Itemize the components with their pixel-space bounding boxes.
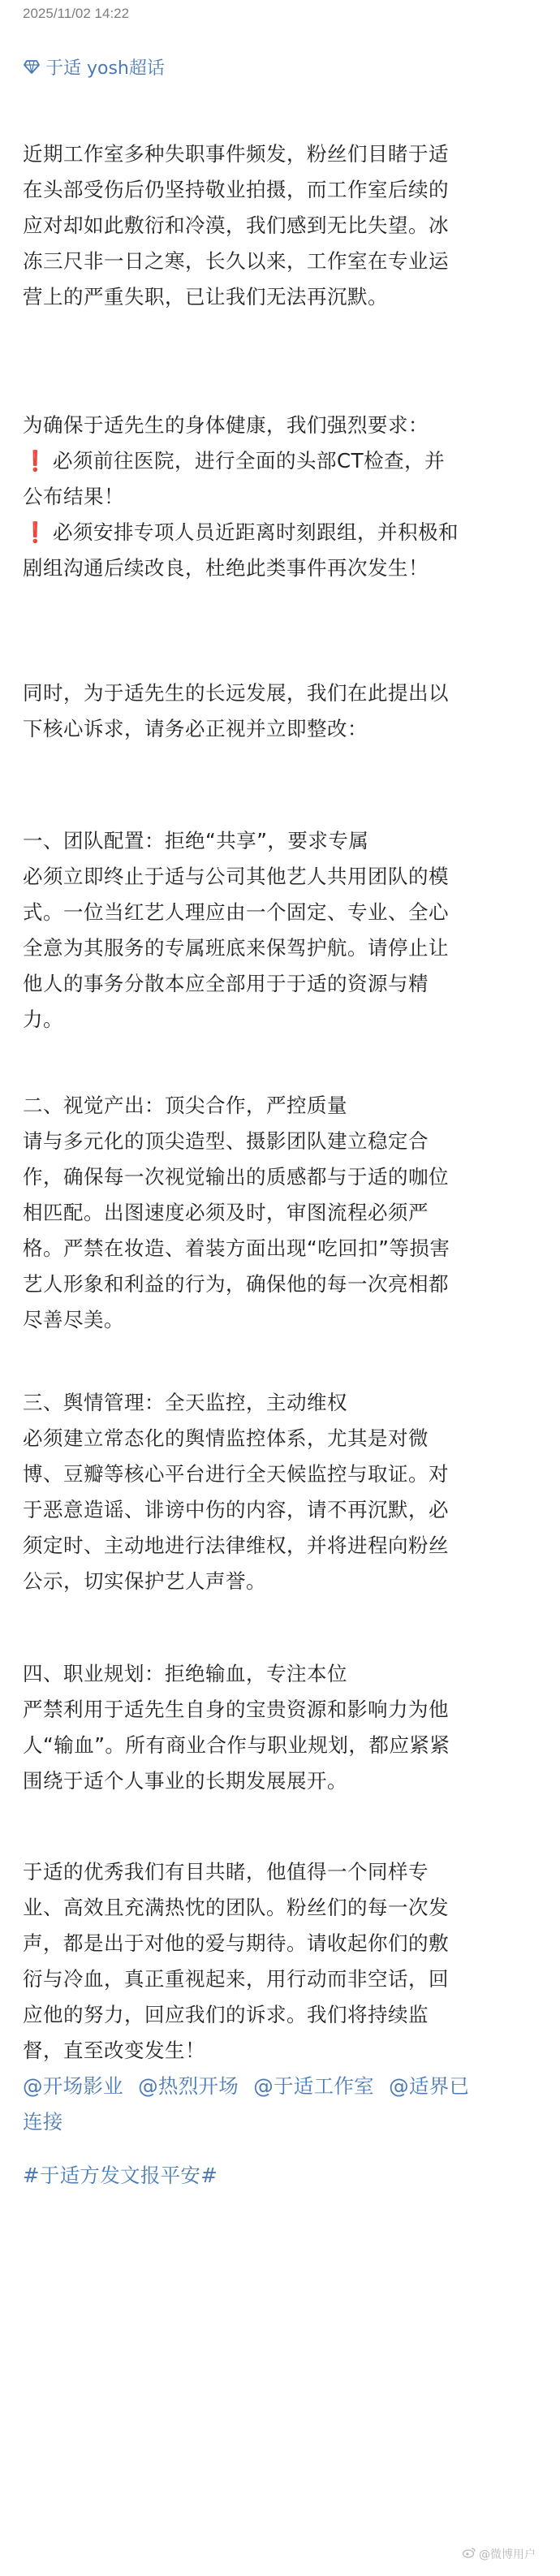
exclamation-icon: ❗ xyxy=(23,520,49,544)
section-title: 四、职业规划：拒绝输血，专注本位 xyxy=(23,1662,347,1685)
text-line: 下核心诉求，请务必正视并立即整改： xyxy=(23,717,368,740)
mention-link[interactable]: 连接 xyxy=(23,2110,63,2134)
text-line: 声，都是出于对他的爱与期待。请收起你们的敷 xyxy=(23,1931,449,1955)
text-line: 于适的优秀我们有目共睹，他值得一个同样专 xyxy=(23,1860,429,1883)
text-line: 营上的严重失职，已让我们无法再沉默。 xyxy=(23,285,388,309)
text-line: 格。严禁在妆造、着装方面出现“吃回扣”等损害 xyxy=(23,1236,450,1260)
text-line: 必须建立常态化的舆情监控体系，尤其是对微 xyxy=(23,1426,429,1450)
text-line: 作，确保每一次视觉输出的质感都与于适的咖位 xyxy=(23,1165,449,1189)
exclamation-icon: ❗ xyxy=(23,449,49,472)
weibo-icon xyxy=(463,2547,476,2561)
supertopic-label: 于适 yosh超话 xyxy=(45,58,165,79)
mention-link[interactable]: @开场影业 xyxy=(23,2074,123,2098)
text-line: 近期工作室多种失职事件频发，粉丝们目睹于适 xyxy=(23,142,449,166)
paragraph-core-demands xyxy=(23,675,534,747)
section-title: 二、视觉产出：顶尖合作，严控质量 xyxy=(23,1094,347,1117)
text-line: 式。一位当红艺人理应由一个固定、专业、全心 xyxy=(23,900,449,924)
mention-link[interactable]: @热烈开场 xyxy=(138,2074,239,2098)
section-title: 三、舆情管理：全天监控，主动维权 xyxy=(23,1391,347,1414)
text-line: 尽善尽美。 xyxy=(23,1308,124,1331)
text-line: 他人的事务分散本应全部用于于适的资源与精 xyxy=(23,972,429,995)
text-line: 艺人形象和利益的行为，确保他的每一次亮相都 xyxy=(23,1272,449,1296)
text-line: 博、豆瓣等核心平台进行全天候监控与取证。对 xyxy=(23,1462,449,1486)
text-line: 衍与冷血，真正重视起来，用行动而非空话，回 xyxy=(23,1967,449,1991)
text-line: 为确保于适先生的身体健康，我们强烈要求： xyxy=(23,413,429,437)
text-line: 人“输血”。所有商业合作与职业规划，都应紧紧 xyxy=(23,1733,450,1757)
supertopic-link[interactable] xyxy=(23,52,165,81)
section-opinion xyxy=(23,1385,534,1599)
text-line: 同时，为于适先生的长远发展，我们在此提出以 xyxy=(23,681,449,705)
text-line: 须定时、主动地进行法律维权，并将进程向粉丝 xyxy=(23,1534,449,1557)
text-line xyxy=(23,515,534,550)
text-line: 业、高效且充满热忱的团队。粉丝们的每一次发 xyxy=(23,1896,449,1919)
mentions-row xyxy=(23,2069,477,2104)
mention-link[interactable]: @于适工作室 xyxy=(253,2074,374,2098)
text-line: 冻三尺非一日之寒，长久以来，工作室在专业运 xyxy=(23,249,449,273)
text-line: 必须立即终止于适与公司其他艺人共用团队的模 xyxy=(23,865,449,888)
mentions-row-continued xyxy=(23,2104,71,2140)
text-line: 在头部受伤后仍坚持敬业拍摄，而工作室后续的 xyxy=(23,178,449,201)
text-line: 公示，切实保护艺人声誉。 xyxy=(23,1569,266,1593)
text-line: 力。 xyxy=(23,1008,63,1031)
text-line: 应他的努力，回应我们的诉求。我们将持续监 xyxy=(23,2003,429,2026)
section-career xyxy=(23,1656,534,1799)
diamond-icon xyxy=(23,58,41,76)
text-line: 督，直至改变发生！ xyxy=(23,2039,205,2062)
watermark-text: @微博用户 xyxy=(479,2548,536,2561)
section-visual xyxy=(23,1088,534,1338)
section-title: 一、团队配置：拒绝“共享”，要求专属 xyxy=(23,829,369,852)
paragraph-health-demands xyxy=(23,408,534,586)
text-line: 剧组沟通后续改良，杜绝此类事件再次发生！ xyxy=(23,556,429,580)
text-line: 围绕于适个人事业的长期发展展开。 xyxy=(23,1769,347,1793)
requirement-text: 必须安排专项人员近距离时刻跟组，并积极和 xyxy=(53,520,459,544)
post-timestamp: 2025/11/02 14:22 xyxy=(23,6,130,21)
watermark xyxy=(463,2546,536,2562)
mention-link[interactable]: @适界已 xyxy=(389,2074,470,2098)
text-line: 公布结果！ xyxy=(23,485,124,508)
text-line: 应对却如此敷衍和冷漠，我们感到无比失望。冰 xyxy=(23,214,449,237)
hashtag-link[interactable]: #于适方发文报平安# xyxy=(23,2164,218,2187)
text-line: 于恶意造谣、诽谤中伤的内容，请不再沉默，必 xyxy=(23,1498,449,1521)
text-line xyxy=(23,443,534,479)
paragraph-intro xyxy=(23,136,534,315)
text-line: 全意为其服务的专属班底来保驾护航。请停止让 xyxy=(23,936,449,960)
text-line: 严禁利用于适先生自身的宝贵资源和影响力为他 xyxy=(23,1698,449,1721)
text-line: 请与多元化的顶尖造型、摄影团队建立稳定合 xyxy=(23,1129,429,1153)
text-line: 相匹配。出图速度必须及时，审图流程必须严 xyxy=(23,1201,429,1224)
paragraph-closing xyxy=(23,1854,534,2069)
section-team xyxy=(23,823,534,1038)
requirement-text: 必须前往医院，进行全面的头部CT检查，并 xyxy=(53,449,446,472)
